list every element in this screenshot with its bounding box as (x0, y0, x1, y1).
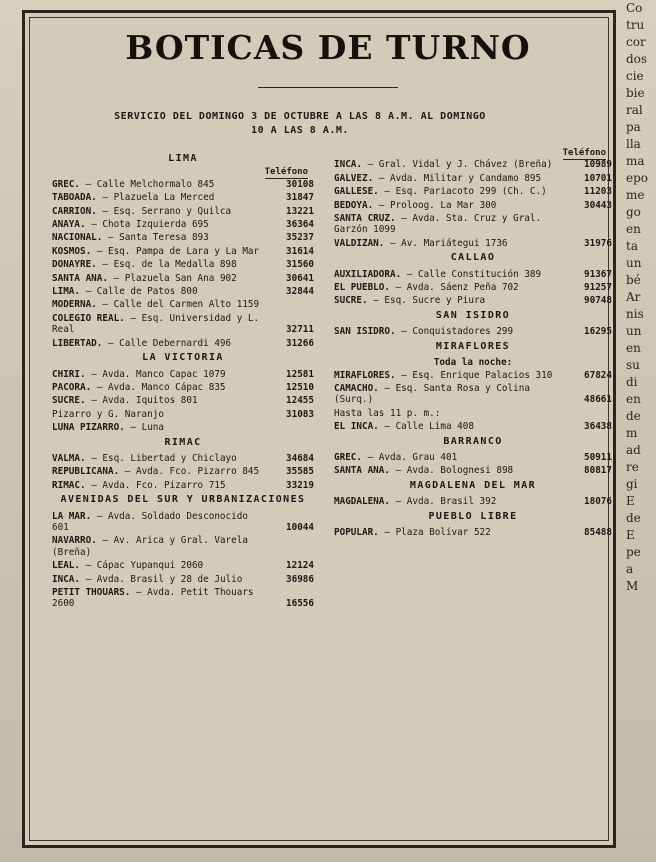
pharmacy-info (52, 422, 274, 433)
pharmacy-phone: 30108 (286, 178, 314, 190)
pharmacy-info (52, 395, 274, 406)
pharmacy-phone: 10989 (584, 159, 612, 171)
side-text-line: ral (626, 103, 643, 117)
pharmacy-address: — Plazuela San Ana 902 (113, 272, 237, 284)
section-heading: MIRAFLORES (435, 340, 511, 352)
side-text-line: go (626, 205, 641, 219)
side-text-line: cie (626, 69, 644, 83)
pharmacy-address: Pizarro y G. Naranjo (52, 408, 164, 420)
section-heading: RIMAC (164, 436, 202, 448)
left-column (52, 150, 314, 612)
pharmacy-entry (52, 574, 314, 585)
title-underline (258, 87, 398, 88)
pharmacy-entry (334, 326, 612, 337)
pharmacy-name: INCA. (52, 573, 80, 585)
pharmacy-entry (334, 238, 612, 249)
pharmacy-info (334, 383, 572, 406)
pharmacy-info (334, 465, 572, 476)
pharmacy-info (52, 382, 274, 393)
pharmacy-info (334, 421, 572, 432)
side-text-line: en (626, 222, 641, 236)
pharmacy-name: GALLESE. (334, 186, 379, 198)
pharmacy-info (334, 282, 572, 293)
side-text-line: bie (626, 86, 645, 100)
pharmacy-address: — Esq. Enrique Palacios 310 (401, 369, 553, 381)
pharmacy-name: ANAYA. (52, 219, 86, 231)
phone-column-header (52, 167, 314, 178)
side-text-line: re (626, 460, 639, 474)
side-text-line: Co (626, 1, 643, 15)
side-text-line: m (626, 426, 638, 440)
pharmacy-name: LA MAR. (52, 510, 92, 522)
pharmacy-address: — Esq. Pampa de Lara y La Mar (96, 245, 260, 257)
side-text-line: su (626, 358, 640, 372)
pharmacy-info (334, 186, 572, 197)
pharmacy-info (52, 409, 274, 420)
side-text-line: cor (626, 35, 646, 49)
pharmacy-name: MODERNA. (52, 299, 97, 311)
pharmacy-info (52, 232, 274, 243)
section-heading: CALLAO (450, 252, 496, 264)
side-text-line: en (626, 341, 641, 355)
pharmacy-entry (52, 382, 314, 393)
side-text-line: bé (626, 273, 641, 287)
pharmacy-phone: 80817 (584, 465, 612, 477)
pharmacy-name: CARRION. (52, 205, 97, 217)
section-heading: BARRANCO (443, 435, 503, 447)
pharmacy-info (334, 408, 572, 419)
pharmacy-info (334, 173, 572, 184)
pharmacy-entry (334, 200, 612, 211)
pharmacy-address: — Esq. Pariacoto 299 (Ch. C.) (384, 186, 547, 198)
pharmacy-address: — Avda. Manco Capac 1079 (91, 368, 226, 380)
pharmacy-address: Hasta las 11 p. m.: (334, 407, 441, 419)
pharmacy-name: REPUBLICANA. (52, 466, 120, 478)
side-text-line: M (626, 579, 639, 593)
pharmacy-address: — Calle del Carmen Alto 1159 (102, 299, 260, 311)
pharmacy-address: — Esq. Sucre y Piura (373, 295, 486, 307)
pharmacy-phone: 31976 (584, 237, 612, 249)
pharmacy-address: — Esq. Universidad y L. Real (52, 312, 260, 336)
pharmacy-info (52, 369, 274, 380)
pharmacy-name: GALVEZ. (334, 172, 374, 184)
pharmacy-entry (334, 269, 612, 280)
pharmacy-address: — Esq. Libertad y Chiclayo (91, 452, 237, 464)
pharmacy-entry (52, 560, 314, 571)
pharmacy-info (52, 511, 274, 534)
pharmacy-phone: 11203 (584, 186, 612, 198)
pharmacy-info (334, 238, 572, 249)
pharmacy-phone: 31083 (286, 408, 314, 420)
pharmacy-info (334, 269, 572, 280)
pharmacy-address: — Esq. Santa Rosa y Colina (Surq.) (334, 382, 530, 406)
side-text-line: pe (626, 545, 641, 559)
pharmacy-address: — Calle Lima 408 (384, 421, 474, 433)
pharmacy-info (52, 480, 274, 491)
pharmacy-name: DONAYRE. (52, 259, 97, 271)
pharmacy-phone: 12124 (286, 560, 314, 572)
side-text-line: me (626, 188, 645, 202)
phone-header-label: Teléfono (562, 148, 606, 158)
pharmacy-entry (52, 409, 314, 420)
pharmacy-entry (52, 179, 314, 190)
pharmacy-phone: 31847 (286, 192, 314, 204)
pharmacy-entry (52, 206, 314, 217)
side-text-line: nis (626, 307, 644, 321)
pharmacy-phone: 85488 (584, 526, 612, 538)
pharmacy-address: — Santa Teresa 893 (107, 232, 209, 244)
pharmacy-name: PETIT THOUARS. (52, 587, 131, 598)
pharmacy-phone: 13221 (286, 205, 314, 217)
pharmacy-address: — Gral. Vidal y J. Chávez (Breña) (367, 159, 553, 171)
pharmacy-entry (334, 370, 612, 381)
pharmacy-entry (52, 535, 314, 558)
pharmacy-name: TABOADA. (52, 192, 97, 204)
section-heading: MAGDALENA DEL MAR (409, 479, 537, 491)
pharmacy-name: GREC. (52, 178, 80, 190)
pharmacy-info (52, 273, 274, 284)
pharmacy-entry (52, 246, 314, 257)
pharmacy-name: LIBERTAD. (52, 337, 103, 349)
pharmacy-info (334, 295, 572, 306)
pharmacy-phone: 50911 (584, 451, 612, 463)
side-text-line: un (626, 256, 642, 270)
pharmacy-name: PACORA. (52, 381, 92, 393)
pharmacy-phone: 33219 (286, 479, 314, 491)
pharmacy-phone: 30641 (286, 272, 314, 284)
pharmacy-phone: 12510 (286, 381, 314, 393)
pharmacy-info (52, 560, 274, 571)
pharmacy-info (52, 206, 274, 217)
pharmacy-entry (52, 219, 314, 230)
pharmacy-name: SANTA CRUZ. (334, 213, 396, 225)
pharmacy-info (52, 286, 274, 297)
pharmacy-info (334, 452, 572, 463)
pharmacy-info (52, 192, 274, 203)
pharmacy-address: — Esq. Serrano y Quilca (102, 205, 232, 217)
pharmacy-phone: 35585 (286, 466, 314, 478)
side-text-line: lla (626, 137, 641, 151)
pharmacy-info (334, 370, 572, 381)
side-text-line: ma (626, 154, 645, 168)
pharmacy-info (52, 466, 274, 477)
pharmacy-name: POPULAR. (334, 526, 379, 538)
pharmacy-name: EL PUEBLO. (334, 282, 390, 294)
pharmacy-address: — Avda. Grau 401 (367, 451, 458, 463)
pharmacy-address: — Calle Melchormalo 845 (85, 178, 215, 190)
pharmacy-info (334, 527, 572, 538)
pharmacy-info (52, 313, 274, 336)
pharmacy-phone: 31560 (286, 259, 314, 271)
pharmacy-info (334, 213, 572, 236)
section-heading: PUEBLO LIBRE (428, 510, 518, 522)
pharmacy-phone: 16556 (286, 598, 314, 610)
pharmacy-entry (334, 295, 612, 306)
pharmacy-phone: 31614 (286, 245, 314, 257)
pharmacy-name: KOSMOS. (52, 245, 92, 257)
section-heading: AVENIDAS DEL SUR Y URBANIZACIONES (60, 494, 306, 506)
pharmacy-name: SANTA ANA. (334, 465, 390, 477)
side-text-line: en (626, 392, 641, 406)
pharmacy-entry (52, 273, 314, 284)
side-text-line: ad (626, 443, 641, 457)
section-heading: LA VICTORIA (142, 352, 224, 364)
pharmacy-entry (52, 511, 314, 534)
side-text-line: di (626, 375, 638, 389)
pharmacy-phone: 36364 (286, 219, 314, 231)
pharmacy-address: — Avda. Sta. Cruz y Gral. Garzón 1099 (334, 213, 542, 236)
pharmacy-address: — Avda. Militar y Candamo 895 (378, 172, 542, 184)
pharmacy-info (52, 587, 274, 610)
pharmacy-address: — Av. Arica y Gral. Varela (Breña) (52, 535, 248, 558)
pharmacy-info (52, 535, 274, 558)
side-text-line: epo (626, 171, 649, 185)
pharmacy-address: — Avda. Iquitos 801 (91, 395, 198, 407)
pharmacy-entry (334, 159, 612, 170)
pharmacy-address: — Avda. Brasil y 28 de Julio (85, 573, 243, 585)
page-title: BOTICAS DE TURNO (125, 28, 531, 67)
pharmacy-entry (334, 452, 612, 463)
pharmacy-name: RIMAC. (52, 479, 86, 491)
pharmacy-address: — Avda. Sáenz Peña 702 (395, 282, 519, 294)
pharmacy-phone: 90748 (584, 295, 612, 307)
pharmacy-name: LEAL. (52, 560, 80, 572)
pharmacy-name: MAGDALENA. (334, 496, 390, 508)
pharmacy-name: SANTA ANA. (52, 272, 108, 284)
pharmacy-address: — Calle de Patos 800 (85, 286, 198, 298)
pharmacy-name: LUNA PIZARRO. (52, 422, 125, 434)
side-text-line: de (626, 409, 641, 423)
pharmacy-name: NACIONAL. (52, 232, 103, 244)
pharmacy-entry (334, 173, 612, 184)
pharmacy-name: SUCRE. (52, 395, 86, 407)
pharmacy-phone: 18076 (584, 496, 612, 508)
pharmacy-phone: 91367 (584, 268, 612, 280)
pharmacy-address: — Avda. Bolognesi 898 (395, 465, 514, 477)
pharmacy-entry (334, 408, 612, 419)
pharmacy-entry (52, 480, 314, 491)
side-text-line: tru (626, 18, 645, 32)
pharmacy-name: VALDIZAN. (334, 237, 385, 249)
pharmacy-entry (52, 587, 314, 610)
pharmacy-entry (52, 299, 314, 310)
pharmacy-entry (52, 232, 314, 243)
pharmacy-name: AUXILIADORA. (334, 268, 402, 280)
pharmacy-entry (52, 395, 314, 406)
pharmacy-name: EL INCA. (334, 421, 379, 433)
section-heading: LIMA (168, 153, 198, 164)
pharmacy-entry (52, 369, 314, 380)
pharmacy-address: — Luna (130, 422, 164, 434)
pharmacy-phone: 67824 (584, 369, 612, 381)
pharmacy-entry (334, 383, 612, 406)
pharmacy-name: GREC. (334, 451, 362, 463)
pharmacy-phone: 31266 (286, 337, 314, 349)
side-text-line: E (626, 528, 635, 542)
pharmacy-name: MIRAFLORES. (334, 369, 396, 381)
pharmacy-address: — Esq. de la Medalla 898 (102, 259, 237, 271)
pharmacy-info (334, 159, 572, 170)
pharmacy-name: INCA. (334, 159, 362, 171)
pharmacy-address: — Avda. Soldado Desconocido 601 (52, 510, 248, 533)
right-column (334, 150, 612, 540)
side-text-line: dos (626, 52, 648, 66)
pharmacy-address: — Avda. Petit Thouars 2600 (52, 587, 254, 610)
side-text-line: a (626, 562, 634, 576)
pharmacy-name: NAVARRO. (52, 535, 97, 547)
side-text-line: ta (626, 239, 638, 253)
pharmacy-info (334, 200, 572, 211)
side-text-line: Ar (626, 290, 641, 304)
side-text-line: gi (626, 477, 638, 491)
pharmacy-address: — Chota Izquierda 695 (91, 219, 209, 231)
pharmacy-address: — Avda. Brasil 392 (395, 496, 497, 508)
side-text-line: E (626, 494, 635, 508)
pharmacy-name: BEDOYA. (334, 199, 374, 211)
pharmacy-info (52, 453, 274, 464)
section-note: Toda la noche: (433, 357, 513, 369)
side-text-line: de (626, 511, 641, 525)
pharmacy-phone: 12455 (286, 395, 314, 407)
pharmacy-entry (52, 422, 314, 433)
pharmacy-address: — Avda. Fco. Pizarro 845 (124, 466, 260, 478)
side-text-line: un (626, 324, 642, 338)
pharmacy-phone: 12581 (286, 368, 314, 380)
pharmacy-address: — Conquistadores 299 (401, 326, 514, 338)
pharmacy-phone: 35237 (286, 232, 314, 244)
pharmacy-entry (52, 286, 314, 297)
pharmacy-phone: 36986 (286, 573, 314, 585)
pharmacy-address: — Av. Mariátegui 1736 (389, 237, 508, 249)
phone-header-label: Teléfono (264, 167, 308, 178)
pharmacy-name: CAMACHO. (334, 382, 379, 394)
pharmacy-phone: 36438 (584, 421, 612, 433)
pharmacy-phone: 30443 (584, 199, 612, 211)
pharmacy-entry (52, 453, 314, 464)
pharmacy-address: — Calle Debernardi 496 (107, 337, 232, 349)
pharmacy-info (334, 496, 572, 507)
pharmacy-info (52, 259, 274, 270)
pharmacy-entry (52, 259, 314, 270)
pharmacy-phone: 32844 (286, 286, 314, 298)
pharmacy-entry (334, 213, 612, 236)
pharmacy-name: VALMA. (52, 452, 86, 464)
pharmacy-entry (334, 527, 612, 538)
service-schedule: SERVICIO DEL DOMINGO 3 DE OCTUBRE A LAS 8 A.M. AL DOMINGO 10 A LAS 8 A.M. (114, 111, 486, 136)
pharmacy-info (52, 246, 274, 257)
pharmacy-phone: 32711 (286, 324, 314, 336)
pharmacy-phone: 10701 (584, 172, 612, 184)
pharmacy-info (52, 179, 274, 190)
pharmacy-phone: 34684 (286, 452, 314, 464)
side-text-line: pa (626, 120, 641, 134)
pharmacy-info (52, 299, 274, 310)
pharmacy-address: — Plazuela La Merced (102, 192, 215, 204)
pharmacy-entry (52, 313, 314, 336)
pharmacy-address: — Cápac Yupanqui 2060 (85, 560, 204, 572)
pharmacy-entry (52, 466, 314, 477)
pharmacy-address: — Avda. Manco Cápac 835 (96, 381, 226, 393)
pharmacy-name: LIMA. (52, 286, 80, 298)
section-heading: SAN ISIDRO (435, 309, 511, 321)
pharmacy-phone: 16295 (584, 326, 612, 338)
pharmacy-entry (52, 192, 314, 203)
pharmacy-info (52, 219, 274, 230)
pharmacy-phone: 48661 (584, 394, 612, 406)
adjacent-column-fragment (626, 0, 656, 862)
pharmacy-address: — Plaza Bolívar 522 (384, 526, 491, 538)
pharmacy-name: COLEGIO REAL. (52, 312, 125, 324)
pharmacy-entry (334, 421, 612, 432)
pharmacy-name: SAN ISIDRO. (334, 326, 396, 338)
pharmacy-entry (52, 338, 314, 349)
pharmacy-address: — Calle Constitución 389 (406, 268, 542, 280)
pharmacy-address: — Avda. Fco. Pizarro 715 (91, 479, 226, 491)
pharmacy-name: CHIRI. (52, 368, 86, 380)
pharmacy-info (334, 326, 572, 337)
pharmacy-entry (334, 186, 612, 197)
pharmacy-entry (334, 282, 612, 293)
phone-column-header (334, 148, 612, 159)
pharmacy-entry (334, 465, 612, 476)
pharmacy-info (52, 574, 274, 585)
pharmacy-phone: 91257 (584, 282, 612, 294)
pharmacy-address: — Proloog. La Mar 300 (378, 199, 497, 211)
pharmacy-name: SUCRE. (334, 295, 368, 307)
pharmacy-info (52, 338, 274, 349)
pharmacy-entry (334, 496, 612, 507)
pharmacy-phone: 10044 (286, 521, 314, 533)
